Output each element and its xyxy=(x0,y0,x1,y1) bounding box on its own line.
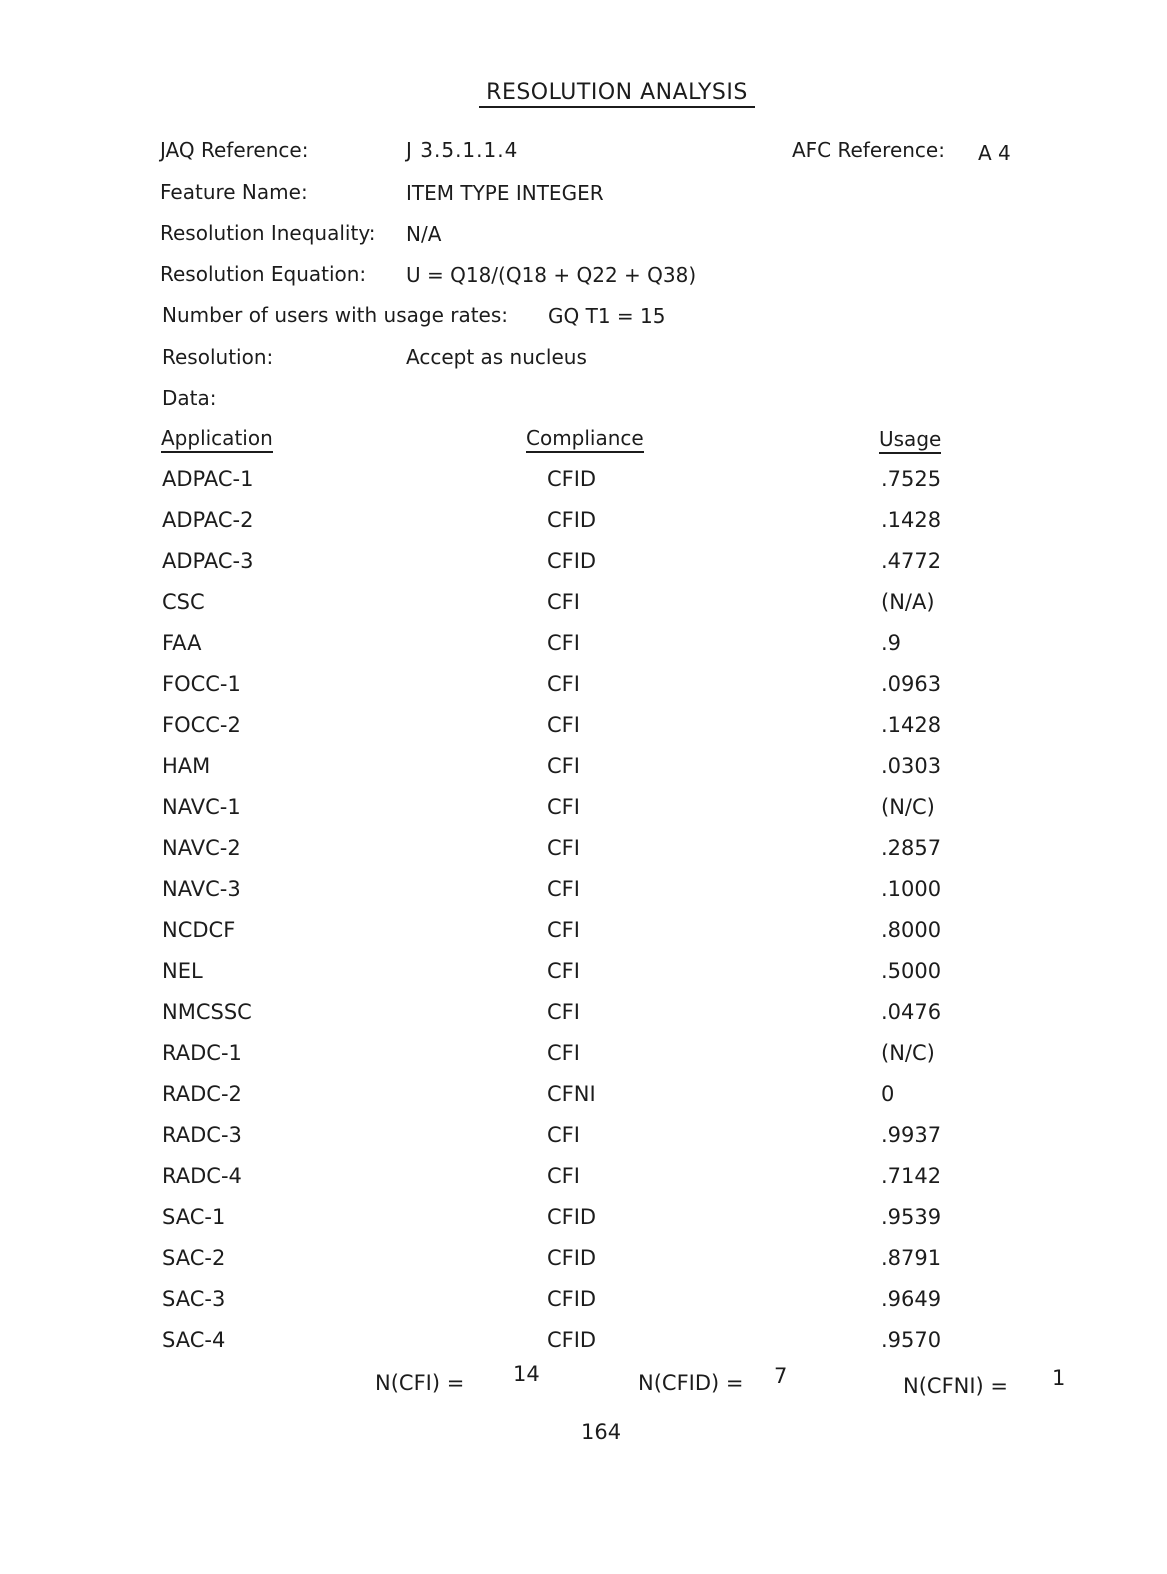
feature-name-label: Feature Name: xyxy=(160,180,308,204)
compliance-cell: CFI xyxy=(547,590,580,614)
application-cell: SAC-4 xyxy=(162,1328,226,1352)
usage-cell: .9 xyxy=(881,631,902,655)
column-header-application: Application xyxy=(161,426,273,453)
table-row xyxy=(0,1328,1167,1368)
application-cell: RADC-1 xyxy=(162,1041,242,1065)
compliance-cell: CFID xyxy=(547,467,597,491)
table-row xyxy=(0,959,1167,999)
application-cell: SAC-1 xyxy=(162,1205,226,1229)
compliance-cell: CFID xyxy=(547,508,597,532)
application-cell: FAA xyxy=(162,631,202,655)
total-cfni-value: 1 xyxy=(1052,1366,1066,1390)
table-row xyxy=(0,1246,1167,1286)
table-row xyxy=(0,672,1167,712)
table-row xyxy=(0,1164,1167,1204)
users-with-usage-value: GQ T1 = 15 xyxy=(548,304,666,328)
application-cell: NAVC-1 xyxy=(162,795,241,819)
table-row xyxy=(0,713,1167,753)
resolution-inequality-value: N/A xyxy=(406,222,442,246)
compliance-cell: CFI xyxy=(547,959,580,983)
total-cfi-value: 14 xyxy=(513,1362,540,1386)
usage-cell: .1000 xyxy=(881,877,942,901)
application-cell: HAM xyxy=(162,754,211,778)
table-row xyxy=(0,877,1167,917)
usage-cell: .4772 xyxy=(881,549,942,573)
table-row xyxy=(0,754,1167,794)
feature-name-value: ITEM TYPE INTEGER xyxy=(406,181,604,205)
application-cell: NEL xyxy=(162,959,203,983)
application-cell: NAVC-3 xyxy=(162,877,241,901)
table-row xyxy=(0,1041,1167,1081)
application-cell: RADC-4 xyxy=(162,1164,242,1188)
compliance-cell: CFI xyxy=(547,713,580,737)
table-row xyxy=(0,549,1167,589)
usage-cell: .2857 xyxy=(881,836,942,860)
compliance-cell: CFI xyxy=(547,1041,580,1065)
table-row xyxy=(0,1287,1167,1327)
application-cell: NAVC-2 xyxy=(162,836,241,860)
compliance-cell: CFID xyxy=(547,1205,597,1229)
application-cell: NMCSSC xyxy=(162,1000,252,1024)
jaq-reference-label: JAQ Reference: xyxy=(160,138,309,162)
application-cell: SAC-2 xyxy=(162,1246,226,1270)
compliance-cell: CFNI xyxy=(547,1082,596,1106)
compliance-cell: CFID xyxy=(547,1328,597,1352)
compliance-cell: CFID xyxy=(547,1246,597,1270)
usage-cell: .9539 xyxy=(881,1205,942,1229)
usage-cell: .7142 xyxy=(881,1164,942,1188)
table-row xyxy=(0,918,1167,958)
usage-cell: (N/A) xyxy=(881,590,935,614)
table-row xyxy=(0,590,1167,630)
usage-cell: (N/C) xyxy=(881,1041,935,1065)
application-cell: FOCC-1 xyxy=(162,672,241,696)
table-row xyxy=(0,1082,1167,1122)
usage-cell: .7525 xyxy=(881,467,942,491)
compliance-cell: CFI xyxy=(547,1164,580,1188)
table-row xyxy=(0,1205,1167,1245)
page-title: RESOLUTION ANALYSIS xyxy=(479,80,755,108)
usage-cell: .5000 xyxy=(881,959,942,983)
usage-cell: .9937 xyxy=(881,1123,942,1147)
usage-cell: .8000 xyxy=(881,918,942,942)
usage-cell: .0963 xyxy=(881,672,942,696)
afc-reference-label: AFC Reference: xyxy=(792,138,945,162)
table-row xyxy=(0,467,1167,507)
application-cell: ADPAC-2 xyxy=(162,508,254,532)
usage-cell: .9649 xyxy=(881,1287,942,1311)
compliance-cell: CFI xyxy=(547,836,580,860)
compliance-cell: CFI xyxy=(547,631,580,655)
table-row xyxy=(0,1000,1167,1040)
compliance-cell: CFI xyxy=(547,877,580,901)
compliance-cell: CFI xyxy=(547,795,580,819)
resolution-equation-value: U = Q18/(Q18 + Q22 + Q38) xyxy=(406,263,697,287)
application-cell: NCDCF xyxy=(162,918,236,942)
table-row xyxy=(0,631,1167,671)
column-header-usage: Usage xyxy=(879,427,941,454)
total-cfid-value: 7 xyxy=(774,1364,788,1388)
table-row xyxy=(0,508,1167,548)
compliance-cell: CFI xyxy=(547,1123,580,1147)
compliance-cell: CFID xyxy=(547,1287,597,1311)
resolution-label: Resolution: xyxy=(162,345,274,369)
users-with-usage-label: Number of users with usage rates: xyxy=(162,303,509,327)
table-row xyxy=(0,836,1167,876)
total-cfni-label: N(CFNI) = xyxy=(903,1374,1009,1398)
resolution-equation-label: Resolution Equation: xyxy=(160,262,367,286)
compliance-cell: CFI xyxy=(547,672,580,696)
resolution-inequality-label: Resolution Inequality: xyxy=(160,221,376,245)
compliance-cell: CFI xyxy=(547,918,580,942)
usage-cell: .1428 xyxy=(881,713,942,737)
jaq-reference-value: J 3.5.1.1.4 xyxy=(406,138,519,162)
data-label: Data: xyxy=(162,386,217,410)
afc-reference-value: A 4 xyxy=(978,141,1011,165)
compliance-cell: CFI xyxy=(547,1000,580,1024)
usage-cell: .8791 xyxy=(881,1246,942,1270)
usage-cell: .0303 xyxy=(881,754,942,778)
page-number: 164 xyxy=(581,1420,622,1444)
usage-cell: 0 xyxy=(881,1082,895,1106)
application-cell: SAC-3 xyxy=(162,1287,226,1311)
compliance-cell: CFID xyxy=(547,549,597,573)
application-cell: RADC-2 xyxy=(162,1082,242,1106)
table-row xyxy=(0,795,1167,835)
usage-cell: .0476 xyxy=(881,1000,942,1024)
application-cell: ADPAC-1 xyxy=(162,467,254,491)
application-cell: FOCC-2 xyxy=(162,713,241,737)
compliance-cell: CFI xyxy=(547,754,580,778)
usage-cell: .1428 xyxy=(881,508,942,532)
total-cfi-label: N(CFI) = xyxy=(375,1371,465,1395)
application-cell: CSC xyxy=(162,590,205,614)
application-cell: RADC-3 xyxy=(162,1123,242,1147)
usage-cell: (N/C) xyxy=(881,795,935,819)
application-cell: ADPAC-3 xyxy=(162,549,254,573)
usage-cell: .9570 xyxy=(881,1328,942,1352)
column-header-compliance: Compliance xyxy=(526,426,644,453)
resolution-value: Accept as nucleus xyxy=(406,345,587,369)
table-row xyxy=(0,1123,1167,1163)
total-cfid-label: N(CFID) = xyxy=(638,1371,744,1395)
